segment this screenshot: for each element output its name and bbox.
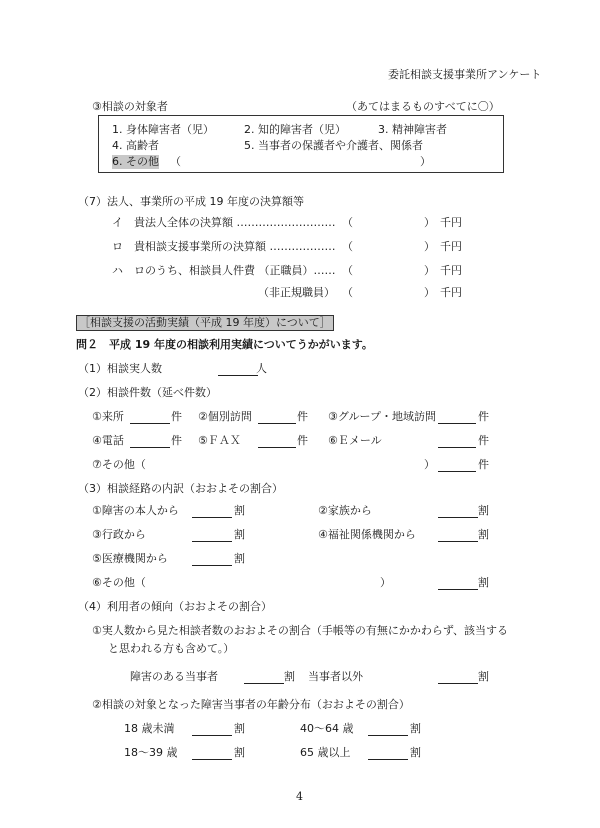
route-welfare-unit: 割 [478,528,489,541]
visit-field[interactable] [130,410,170,424]
group-visit-label: ③グループ・地域訪問 [328,410,436,423]
option-physical[interactable]: 1. 身体障害者（児） [112,123,214,136]
option-elderly[interactable]: 4. 高齢者 [112,139,159,152]
fax-field[interactable] [258,434,296,448]
other-party-field[interactable] [438,670,478,684]
route-other-field[interactable] [438,576,478,590]
office-total-unit: 千円 [440,240,462,253]
age-under18-unit: 割 [234,722,245,735]
staff-nonregular-open: （ [342,286,353,299]
actual-count-label: （1）相談実人数 [78,362,162,375]
fax-label: ⑤ＦＡＸ [198,434,241,447]
page-number: 4 [296,790,303,803]
other-case-label: ⑦その他（ [92,458,146,471]
visit-label: ①来所 [92,410,124,423]
option-caregivers[interactable]: 5. 当事者の保護者や介護者、関係者 [244,139,423,152]
staff-nonregular-unit: 千円 [440,286,462,299]
route-admin-field[interactable] [192,528,232,542]
target-heading: ③相談の対象者 [92,100,168,113]
home-visit-label: ②個別訪問 [198,410,252,423]
option-other-open: （ [170,155,181,168]
target-note: （あてはまるものすべてに〇） [346,100,500,113]
corp-total-close: ） [424,216,435,229]
office-total-open: （ [342,240,353,253]
staff-regular-open: （ [342,264,353,277]
staff-nonregular-close: ） [424,286,435,299]
users-sub2: ②相談の対象となった障害当事者の年齢分布（おおよその割合） [92,698,410,711]
office-total-label: ロ 貴相談支援事業所の決算額 ……………… [112,240,336,253]
age-40-64-label: 40～64 歳 [300,722,354,735]
route-other-label: ⑥その他（ [92,576,146,589]
other-case-unit: 件 [478,458,489,471]
option-mental[interactable]: 3. 精神障害者 [378,123,447,136]
option-other-close: ） [420,155,431,168]
visit-unit: 件 [171,410,182,423]
age-18-39-field[interactable] [192,746,232,760]
with-disability-unit: 割 [284,670,295,683]
age-40-64-field[interactable] [368,722,408,736]
route-medical-unit: 割 [234,552,245,565]
route-welfare-field[interactable] [438,528,478,542]
home-visit-field[interactable] [258,410,296,424]
corp-total-label: イ 貴法人全体の決算額 ……………………… [112,216,336,229]
with-disability-field[interactable] [244,670,284,684]
route-medical-label: ⑤医療機関から [92,552,168,565]
staff-regular-unit: 千円 [440,264,462,277]
route-family-label: ②家族から [318,504,372,517]
email-unit: 件 [478,434,489,447]
settlement-heading: （7）法人、事業所の平成 19 年度の決算額等 [78,195,304,208]
question-2: 問２ 平成 19 年度の相談利用実績についてうかがいます。 [76,338,373,351]
with-disability-label: 障害のある当事者 [130,670,218,683]
users-sub1-line1: ①実人数から見た相談者数のおおよその割合（手帳等の有無にかかわらず、該当する [92,624,508,637]
option-other[interactable]: 6. その他 [112,155,159,168]
route-admin-unit: 割 [234,528,245,541]
home-visit-unit: 件 [297,410,308,423]
users-heading: （4）利用者の傾向（おおよその割合） [78,600,272,613]
option-intellectual[interactable]: 2. 知的障害者（児） [244,123,346,136]
users-sub1-line2: と思われる方も含めて。） [108,642,235,655]
route-welfare-label: ④福祉関係機関から [318,528,416,541]
route-heading: （3）相談経路の内訳（おおよその割合） [78,482,283,495]
group-visit-field[interactable] [438,410,476,424]
route-other-close: ） [380,576,391,589]
corp-total-unit: 千円 [440,216,462,229]
document-title: 委託相談支援事業所アンケート [388,68,542,81]
age-40-64-unit: 割 [410,722,421,735]
other-case-field[interactable] [438,458,476,472]
office-total-close: ） [424,240,435,253]
route-admin-label: ③行政から [92,528,146,541]
route-family-unit: 割 [478,504,489,517]
email-field[interactable] [438,434,476,448]
route-medical-field[interactable] [192,552,232,566]
email-label: ⑥Ｅメール [328,434,382,447]
route-family-field[interactable] [438,504,478,518]
staff-regular-label: ハ ロのうち、相談員人件費 （正職員）…… [112,264,336,277]
route-self-field[interactable] [192,504,232,518]
corp-total-open: （ [342,216,353,229]
activity-section-title: ［相談支援の活動実績（平成 19 年度）について］ [76,315,334,331]
age-18-39-unit: 割 [234,746,245,759]
age-65-plus-unit: 割 [410,746,421,759]
age-under18-field[interactable] [192,722,232,736]
fax-unit: 件 [297,434,308,447]
other-party-unit: 割 [478,670,489,683]
route-self-unit: 割 [234,504,245,517]
route-other-unit: 割 [478,576,489,589]
phone-unit: 件 [171,434,182,447]
other-case-close: ） [424,458,435,471]
group-visit-unit: 件 [478,410,489,423]
route-self-label: ①障害の本人から [92,504,179,517]
staff-nonregular-label: （非正規職員） [258,286,335,299]
other-party-label: 当事者以外 [308,670,363,683]
actual-count-field[interactable] [218,362,258,376]
age-under18-label: 18 歳未満 [124,722,175,735]
case-count-label: （2）相談件数（延べ件数） [78,386,217,399]
phone-field[interactable] [130,434,170,448]
phone-label: ④電話 [92,434,124,447]
actual-count-unit: 人 [256,362,267,375]
age-18-39-label: 18～39 歳 [124,746,178,759]
age-65-plus-field[interactable] [368,746,408,760]
age-65-plus-label: 65 歳以上 [300,746,351,759]
staff-regular-close: ） [424,264,435,277]
